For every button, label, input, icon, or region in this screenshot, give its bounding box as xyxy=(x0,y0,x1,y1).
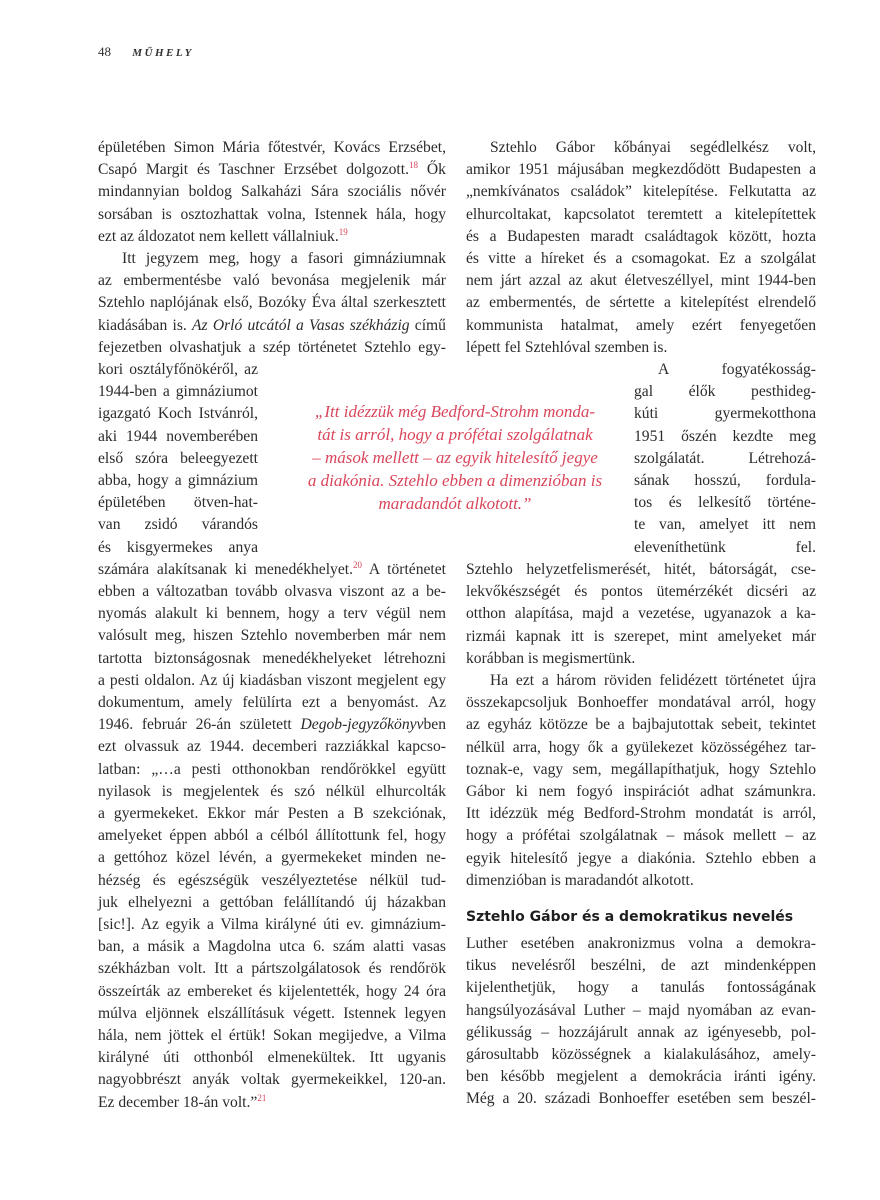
line-text: az egyház kötözze be a bajbajutottak sebeit, tekintet xyxy=(466,716,816,734)
line-text: dimenzióban is maradandót alkotott. xyxy=(466,871,694,889)
line-text: igazgató Koch Istvánról, xyxy=(98,405,258,423)
line-text: első szóra beleegyezett xyxy=(98,449,258,467)
text-line xyxy=(98,803,446,825)
text-line xyxy=(466,955,816,977)
text-line xyxy=(98,226,446,248)
line-text: sának hosszú, fordula- xyxy=(634,472,816,489)
line-text: sorsában is osztozhattak volna, Istennek hála, hogy xyxy=(98,205,446,223)
text-line xyxy=(490,670,816,692)
text-line xyxy=(466,181,816,203)
text-line xyxy=(466,692,816,714)
line-text: gal élők pesthideg- xyxy=(634,383,816,401)
line-text: Ez december 18-án volt.” xyxy=(98,1093,258,1111)
line-text: ben később megjelent a demokrácia iránti igény. xyxy=(466,1068,816,1086)
line-text: Sztehlo Gábor kőbányai segédlelkész volt, xyxy=(490,139,816,156)
text-line xyxy=(98,426,258,448)
pull-quote-line: „Itt idézzük még Bedford-Strohm monda- xyxy=(314,402,596,421)
line-text: a gettóhoz közel lévén, a gyermekeket minden ne- xyxy=(98,849,446,867)
text-line xyxy=(98,1025,446,1047)
line-text: kiadásában is. xyxy=(98,316,193,334)
text-line xyxy=(466,933,816,955)
line-text: hézség és egészségük veszélyeztetése nélkül tud- xyxy=(98,871,446,889)
text-line xyxy=(466,581,816,603)
text-line xyxy=(634,492,816,514)
text-line xyxy=(98,625,446,647)
line-text: Luther esetében anakronizmus volna a demokra- xyxy=(466,935,816,952)
line-text: gárosultabb közösségnek a kialakulásához, amely- xyxy=(466,1046,816,1063)
line-text: ban, a másik a Magdolna utca 6. szám alatti vasas xyxy=(98,938,446,956)
text-line xyxy=(466,737,816,759)
line-text: kori osztályfőnökéről, az xyxy=(98,361,258,378)
text-line xyxy=(466,270,816,292)
text-line xyxy=(466,759,816,781)
line-text: elhurcoltakat, kapcsolatot teremtett a kitelepítettek xyxy=(466,205,816,223)
text-line xyxy=(634,426,816,448)
text-line xyxy=(98,137,446,159)
text-line xyxy=(466,977,816,999)
text-line xyxy=(466,1022,816,1044)
text-line xyxy=(98,270,446,292)
text-line xyxy=(98,559,446,581)
line-text: és vitte a híreket és a csomagokat. Ez a szolgálat xyxy=(466,250,816,267)
text-line xyxy=(466,292,816,314)
line-text: aki 1944 novemberében xyxy=(98,427,258,445)
text-line xyxy=(98,292,446,314)
line-text: kommunista hatalmat, amely ezért fenyegetően xyxy=(466,316,816,334)
text-line xyxy=(98,381,258,403)
line-text: a pesti oldalon. Az új kiadásban viszont megjelent egy xyxy=(98,671,446,689)
line-text: szolgálatát. Létrehozá- xyxy=(634,449,816,467)
line-text: összekapcsoljuk Bonhoeffer mondatával arról, hogy xyxy=(466,694,816,712)
text-line xyxy=(466,204,816,226)
text-line xyxy=(98,781,446,803)
line-text: ezt olvassuk az 1944. decemberi razziákkal kapcso- xyxy=(98,738,446,756)
text-line xyxy=(98,159,446,181)
line-text: 1946. február 26-án született xyxy=(98,716,301,734)
line-text: tos és lelkesítő történe- xyxy=(634,494,816,512)
text-line xyxy=(466,226,816,248)
text-line xyxy=(98,359,258,381)
line-text: Sztehlo naplójának első, Bozóky Éva által szerkesztett xyxy=(98,294,446,312)
line-text: otthon alapítása, majd a vezetése, ugyanazok a ka- xyxy=(466,605,816,623)
text-line xyxy=(98,537,258,559)
line-text: van zsidó várandós xyxy=(98,516,258,534)
line-text: az embermentésbe való bevonása megjelenik már xyxy=(98,272,446,290)
line-text: Ők xyxy=(418,161,446,179)
line-text: hála, nem jöttek el értük! Sokan megijedve, a Vilma xyxy=(98,1027,446,1044)
line-text: az embermentés, de sértette a kitelepítést elrendelő xyxy=(466,294,816,312)
line-text: egyik hitelesítő jegye a diakónia. Sztehlo ebben a xyxy=(466,849,816,867)
text-line xyxy=(466,559,816,581)
footnote-marker[interactable]: 21 xyxy=(257,1092,267,1103)
italic-title: Az Orló utcától a Vasas székházig xyxy=(192,316,410,334)
text-line xyxy=(98,958,446,980)
text-line xyxy=(98,492,258,514)
line-text: valósult meg, hiszen Sztehlo novemberben már nem xyxy=(98,627,446,645)
text-line xyxy=(98,981,446,1003)
line-text: A fogyatékosság- xyxy=(658,361,816,378)
line-text: számára alakítsanak ki menedékhelyet. xyxy=(98,560,353,578)
text-line xyxy=(98,936,446,958)
pull-quote-line: – mások mellett – az egyik hitelesítő jegye xyxy=(312,448,598,467)
line-text: „nemkívánatos családok” kitelepítése. Felkutatta az xyxy=(466,183,816,201)
text-line xyxy=(98,470,258,492)
text-line xyxy=(98,1047,446,1069)
text-line xyxy=(634,448,816,470)
text-line xyxy=(466,1088,816,1110)
line-text: amelyeket éppen abból a célból állítottunk fel, hogy xyxy=(98,827,446,845)
line-text: toznak-e, vagy sem, megállapíthatjuk, hogy Sztehlo xyxy=(466,760,816,778)
line-text: nem járt azzal az akut életveszéllyel, mint 1944-ben xyxy=(466,272,816,290)
running-header xyxy=(98,44,194,60)
line-text: ebben a változatban tovább olvasva viszont az a be- xyxy=(98,583,446,600)
line-text: dokumentum, amely felülírta ezt a benyomást. Az xyxy=(98,694,446,711)
text-line xyxy=(98,892,446,914)
text-line xyxy=(98,1069,446,1091)
line-text: juk elhelyezni a gettóban felállítandó új házakban xyxy=(98,893,446,911)
text-line xyxy=(98,603,446,625)
line-text: latban: „…a pesti otthonokban rendőrökkel együtt xyxy=(98,760,446,778)
text-line xyxy=(634,403,816,425)
line-text: hogy a prófétai szolgálatnak – mások mellett – az xyxy=(466,827,816,845)
text-line xyxy=(490,137,816,159)
line-text: a gyermekeket. Ekkor már Pesten a B szekciónak, xyxy=(98,805,446,822)
line-text: székházban volt. Itt a pártszolgálatosok és rendőrök xyxy=(98,960,446,978)
text-line xyxy=(122,248,446,270)
pull-quote-line: a diakónia. Sztehlo ebben a dimenzióban is xyxy=(307,471,603,490)
text-line xyxy=(658,359,816,381)
line-text: Sztehlo helyzetfelismerését, hitét, bátorságát, cse- xyxy=(466,561,816,578)
line-text: épületében ötven-hat- xyxy=(98,494,258,512)
text-line xyxy=(466,803,816,825)
line-text: és kisgyermekes anya xyxy=(98,538,258,556)
line-text: abba, hogy a gimnázium xyxy=(98,472,258,489)
text-line xyxy=(98,1092,446,1114)
line-text: királyné úti otthonból elmenekültek. Itt ugyanis xyxy=(98,1049,446,1067)
line-text: kijelenthetjük, hogy a tanulás fontosságának xyxy=(466,979,816,997)
text-line xyxy=(466,315,816,337)
text-line xyxy=(466,825,816,847)
text-line xyxy=(98,825,446,847)
line-text: tikus nevelésről beszélni, de azt mindenképpen xyxy=(466,957,816,975)
text-line xyxy=(98,403,258,425)
section-title: MŰHELY xyxy=(132,47,194,59)
line-text: összeírták az embereket és kijelentették, hogy 24 óra xyxy=(98,982,446,1000)
line-text: eleveníthetünk fel. xyxy=(634,538,816,556)
text-line xyxy=(98,181,446,203)
line-text: hangsúlyozásával Luther – majd nyomában az evan- xyxy=(466,1001,816,1019)
text-line xyxy=(466,248,816,270)
line-text: te van, amelyet itt nem xyxy=(634,516,816,534)
text-line xyxy=(98,448,258,470)
line-text: ben xyxy=(423,716,446,734)
text-line xyxy=(466,870,816,892)
line-text: Itt jegyzem meg, hogy a fasori gimnáziumnak xyxy=(122,250,446,267)
line-text: Még a 20. századi Bonhoeffer esetében sem beszél- xyxy=(466,1090,816,1108)
text-line xyxy=(98,204,446,226)
line-text: ezt az áldozatot nem kellett vállalniuk. xyxy=(98,227,339,245)
text-line xyxy=(466,781,816,803)
pull-quote-line: maradandót alkotott.” xyxy=(378,494,532,513)
line-text: nélkül arra, hogy ők a gyülekezet közösségéhez tar- xyxy=(466,738,816,756)
line-text: és a Budapesten maradt családtagok között, hozta xyxy=(466,227,816,245)
text-line xyxy=(98,514,258,536)
text-line xyxy=(98,581,446,603)
section-heading: Sztehlo Gábor és a demokratikus nevelés xyxy=(466,909,794,925)
line-text: Ha ezt a három röviden felidézett történetet újra xyxy=(490,672,816,689)
text-line xyxy=(466,1044,816,1066)
line-text: A történetet xyxy=(362,560,446,578)
text-line xyxy=(98,759,446,781)
text-line xyxy=(98,847,446,869)
text-line xyxy=(634,381,816,403)
line-text: 1951 őszén kezdte meg xyxy=(634,427,816,445)
text-line xyxy=(98,648,446,670)
line-text: Itt idézzük még Bedford-Strohm mondatát is arról, xyxy=(466,805,816,823)
text-line xyxy=(466,1000,816,1022)
text-line xyxy=(98,714,446,736)
text-line xyxy=(466,1066,816,1088)
footnote-marker[interactable]: 19 xyxy=(338,226,348,237)
text-line xyxy=(466,626,816,648)
text-line xyxy=(98,692,446,714)
text-line xyxy=(634,537,816,559)
line-text: kúti gyermekotthona xyxy=(634,405,816,423)
text-line xyxy=(466,848,816,870)
line-text: lekvőkészségét és pontos ütemérzékét dicséri az xyxy=(466,583,816,601)
footnote-marker[interactable]: 20 xyxy=(353,559,362,570)
line-text: 1944-ben a gimnáziumot xyxy=(98,383,258,401)
line-text: mindannyian boldog Salkaházi Sára szociális nővér xyxy=(98,183,446,201)
line-text: gélikusság – hozzájárult annak az igényesebb, pol- xyxy=(466,1023,816,1041)
pull-quote xyxy=(275,400,635,515)
line-text: című xyxy=(409,316,446,334)
line-text: épületében Simon Mária főtestvér, Kovács Erzsébet, xyxy=(98,139,446,156)
text-line xyxy=(98,914,446,936)
line-text: tartotta biztonságosnak menedékhelyeket létrehozni xyxy=(98,649,446,667)
text-line xyxy=(466,648,816,670)
line-text: múlva eljönnek elszállításuk végett. Istennek legyen xyxy=(98,1004,446,1022)
line-text: nyomás alakult ki bennem, hogy a terv végül nem xyxy=(98,605,446,623)
text-line xyxy=(466,337,816,359)
italic-title: Degob-jegyzőkönyv xyxy=(300,716,424,734)
line-text: [sic!]. Az egyik a Vilma királyné úti ev. gimnázium- xyxy=(98,916,446,933)
text-line xyxy=(466,159,816,181)
text-line xyxy=(98,870,446,892)
line-text: Csapó Margit és Taschner Erzsébet dolgozott. xyxy=(98,161,409,179)
line-text: rizmái kapnak itt is szerepet, mint amelyeket már xyxy=(466,627,816,645)
text-line xyxy=(98,736,446,758)
footnote-marker[interactable]: 18 xyxy=(409,160,418,170)
pull-quote-line: tát is arról, hogy a prófétai szolgálatnak xyxy=(317,425,593,444)
line-text: korábban is megismertünk. xyxy=(466,649,636,667)
text-line xyxy=(98,337,446,359)
text-line xyxy=(466,603,816,625)
text-line xyxy=(634,470,816,492)
text-line xyxy=(98,670,446,692)
line-text: lépett fel Sztehlóval szemben is. xyxy=(466,338,668,356)
line-text: Gábor ki nem fogyó inspirációt adhat számunkra. xyxy=(466,783,816,800)
page-number: 48 xyxy=(98,44,111,59)
line-text: nagyobbrészt anyák voltak gyermekeikkel, 120-an. xyxy=(98,1071,446,1089)
line-text: fejezetben olvashatjuk a szép történetet Sztehlo egy- xyxy=(98,338,446,356)
text-line xyxy=(98,1003,446,1025)
text-line xyxy=(466,714,816,736)
line-text: amikor 1951 májusában megkezdődött Budapesten a xyxy=(466,161,816,179)
text-line xyxy=(634,514,816,536)
line-text: nyilasok is megjelentek és szó nélkül elhurcolták xyxy=(98,782,446,800)
text-line xyxy=(98,315,446,337)
